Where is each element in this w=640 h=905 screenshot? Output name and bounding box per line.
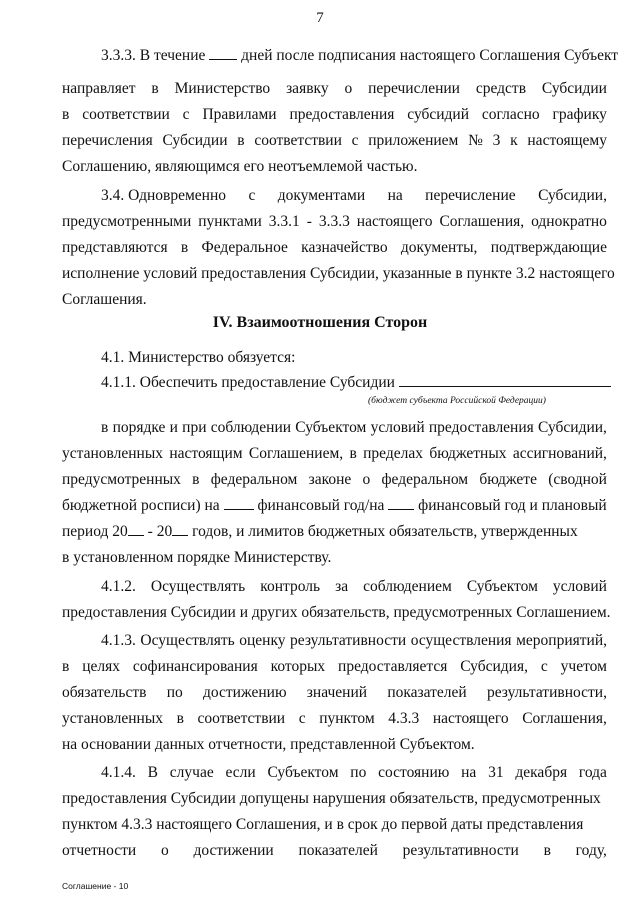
word: графику — [552, 106, 607, 123]
word: однократно — [531, 213, 607, 230]
word: заявку — [286, 80, 329, 97]
word: результативности, — [486, 684, 607, 701]
paragraph-line — [62, 80, 607, 98]
text: 4.1.1. Обеспечить предоставление Субсидии — [101, 374, 395, 391]
word: Правилами — [202, 106, 277, 123]
word: в — [349, 445, 357, 462]
paragraph-line — [62, 106, 607, 124]
paragraph-line — [62, 523, 578, 541]
word: соблюдением — [363, 578, 452, 595]
word: Субсидия, — [460, 658, 528, 675]
paragraph-line — [101, 419, 607, 437]
word: показателей — [298, 842, 378, 859]
word: Субсидии, — [538, 419, 607, 436]
word: Соглашением, — [248, 445, 344, 462]
word: настоящего — [432, 710, 509, 727]
word: в — [151, 80, 159, 97]
word: субсидий — [407, 106, 470, 123]
word: согласно — [481, 106, 540, 123]
blank-field — [172, 523, 188, 536]
word: 4.1.2. — [101, 578, 136, 595]
word: В — [147, 764, 158, 781]
word: предусмотренных — [62, 471, 181, 488]
word: года — [578, 764, 607, 781]
word: бюджете — [479, 471, 537, 488]
word: достижении — [193, 842, 274, 859]
word: по — [350, 764, 367, 781]
word: достижению — [203, 684, 287, 701]
word: о — [160, 842, 169, 859]
word: в — [176, 710, 184, 727]
word: Осуществлять — [150, 578, 246, 595]
word: 3.4. Одновременно — [101, 187, 227, 204]
word: году, — [575, 842, 607, 859]
word: предоставляется — [338, 658, 448, 675]
word: предусмотренными — [62, 213, 192, 230]
word: - — [306, 213, 312, 230]
word: осуществления — [410, 632, 512, 649]
word: законе — [308, 471, 352, 488]
word: которых — [270, 658, 326, 675]
word: в — [62, 106, 70, 123]
word: перечисление — [425, 187, 516, 204]
paragraph-line — [62, 239, 607, 257]
word: установленных — [62, 445, 163, 462]
blank-field — [128, 523, 144, 536]
word: 4.1.4. — [101, 764, 136, 781]
paragraph-line — [62, 710, 607, 728]
word: Субсидии — [162, 132, 228, 149]
paragraph-line — [62, 842, 607, 860]
paragraph-line — [62, 213, 607, 231]
word: в — [180, 239, 189, 256]
paragraph-line: исполнение условий предоставления Субсидии, указанные в пункте 3.2 настоящего — [62, 265, 615, 282]
paragraph-line — [62, 497, 607, 515]
word: Субъектом — [267, 764, 339, 781]
word: обязательств — [62, 684, 147, 701]
word: о — [344, 80, 353, 97]
blank-field — [209, 47, 237, 60]
word: Субсидии — [541, 80, 607, 97]
paragraph-line — [62, 445, 607, 463]
word: Субъектом — [466, 578, 538, 595]
word: 4.1.3. — [101, 632, 136, 649]
paragraph-line — [101, 632, 607, 650]
word: условий — [552, 578, 607, 595]
paragraph-line — [101, 47, 618, 65]
word: с — [298, 710, 306, 727]
word: и — [169, 419, 178, 436]
word: в — [192, 471, 200, 488]
word: предоставления — [428, 419, 534, 436]
section-heading: IV. Взаимоотношения Сторон — [212, 314, 428, 331]
blank-field — [224, 497, 254, 510]
word: подтверждающие — [490, 239, 607, 256]
paragraph-line: предоставления Субсидии допущены нарушения обязательств, предусмотренных — [62, 790, 601, 807]
word: софинансирования — [132, 658, 258, 675]
word: соответствии — [197, 710, 286, 727]
word: Соглашения, — [439, 213, 525, 230]
word: представляются — [62, 239, 168, 256]
paragraph-line — [62, 132, 607, 150]
word: федеральном — [381, 471, 469, 488]
word: по — [166, 684, 183, 701]
word: учетом — [560, 658, 607, 675]
word: документы, — [400, 239, 478, 256]
field-caption: (бюджет субъекта Российской Федерации) — [368, 396, 546, 406]
paragraph-line: Соглашению, являющимся его неотъемлемой частью. — [62, 158, 418, 175]
paragraph-line — [101, 374, 611, 392]
word: в — [101, 419, 109, 436]
word: соблюдении — [210, 419, 292, 436]
page-number: 7 — [316, 10, 324, 26]
paragraph-line: в установленном порядке Министерству. — [62, 549, 332, 566]
word: 4.3.3 — [388, 710, 420, 727]
word: декабря — [515, 764, 568, 781]
word: условий — [370, 419, 425, 436]
blank-field — [388, 497, 414, 510]
text: финансовый год/на — [257, 497, 385, 514]
paragraph-line — [101, 764, 607, 782]
word: средств — [475, 80, 527, 97]
word: при — [182, 419, 207, 436]
word: Осуществлять — [140, 632, 235, 649]
word: приложением — [368, 132, 459, 149]
word: настоящим — [169, 445, 243, 462]
paragraph-line: пунктом 4.3.3 настоящего Соглашения, и в срок до первой даты представления — [62, 816, 584, 833]
paragraph-line: на основании данных отчетности, представленной Субъектом. — [62, 736, 475, 753]
text: бюджетной росписи) на — [62, 497, 220, 514]
word: с — [540, 658, 548, 675]
text: 3.3.3. В течение — [101, 47, 206, 64]
word: бюджетных — [429, 445, 507, 462]
paragraph-line — [62, 684, 607, 702]
word: соответствии — [82, 106, 170, 123]
word: оценку — [239, 632, 286, 649]
blank-field — [399, 374, 611, 387]
paragraph-line — [101, 578, 607, 596]
word: установленных — [62, 710, 163, 727]
word: порядке — [112, 419, 166, 436]
word: документами — [277, 187, 366, 204]
text: годов, и лимитов бюджетных обязательств, утвержденных — [192, 523, 578, 540]
word: значений — [306, 684, 368, 701]
word: 31 — [488, 764, 504, 781]
word: мероприятий, — [516, 632, 607, 649]
word: состоянию — [378, 764, 450, 781]
word: (сводной — [548, 471, 607, 488]
word: в — [543, 842, 551, 859]
word: 3 — [492, 132, 501, 149]
word: с — [248, 187, 256, 204]
word: Субсидии, — [538, 187, 607, 204]
word: о — [362, 471, 371, 488]
word: с — [182, 106, 190, 123]
word: за — [335, 578, 349, 595]
word: на — [461, 764, 477, 781]
word: Министерство — [174, 80, 271, 97]
word: Субъектом — [295, 419, 367, 436]
word: отчетности — [62, 842, 137, 859]
word: 3.3.1 — [268, 213, 300, 230]
word: перечисления — [62, 132, 153, 149]
word: казначейство — [301, 239, 388, 256]
word: показателей — [387, 684, 467, 701]
paragraph-line — [62, 658, 607, 676]
word: Соглашения, — [522, 710, 607, 727]
word: случае — [169, 764, 214, 781]
word: соответствии — [254, 132, 342, 149]
word: результативности — [402, 842, 519, 859]
text: период 20 — [62, 523, 128, 540]
word: результативности — [290, 632, 407, 649]
word: ассигнований, — [512, 445, 607, 462]
word: целях — [82, 658, 121, 675]
word: в — [237, 132, 245, 149]
word: в — [62, 658, 70, 675]
paragraph-line: предоставления Субсидии и других обязательств, предусмотренных Соглашением. — [62, 604, 611, 621]
word: пунктами — [198, 213, 262, 230]
word: № — [468, 132, 483, 149]
word: настоящего — [356, 213, 433, 230]
paragraph-line — [101, 187, 607, 205]
word: пределах — [363, 445, 423, 462]
paragraph-line: 4.1. Министерство обязуется: — [101, 349, 296, 366]
text: финансовый год и плановый — [418, 497, 607, 514]
word: предоставления — [289, 106, 395, 123]
word: пунктом — [319, 710, 375, 727]
text: - 20 — [147, 523, 173, 540]
word: контроль — [260, 578, 321, 595]
word: федеральном — [210, 471, 298, 488]
word: направляет — [62, 80, 136, 97]
paragraph-line — [62, 471, 607, 489]
word: перечислении — [368, 80, 460, 97]
word: настоящему — [527, 132, 607, 149]
text: дней после подписания настоящего Соглашения Субъект — [241, 47, 619, 64]
word: 3.3.3 — [318, 213, 350, 230]
footer-label: Соглашение - 10 — [62, 881, 129, 891]
word: Федеральное — [201, 239, 288, 256]
word: с — [351, 132, 359, 149]
paragraph-line: Соглашения. — [62, 291, 147, 308]
word: на — [387, 187, 403, 204]
word: если — [225, 764, 256, 781]
word: к — [510, 132, 518, 149]
